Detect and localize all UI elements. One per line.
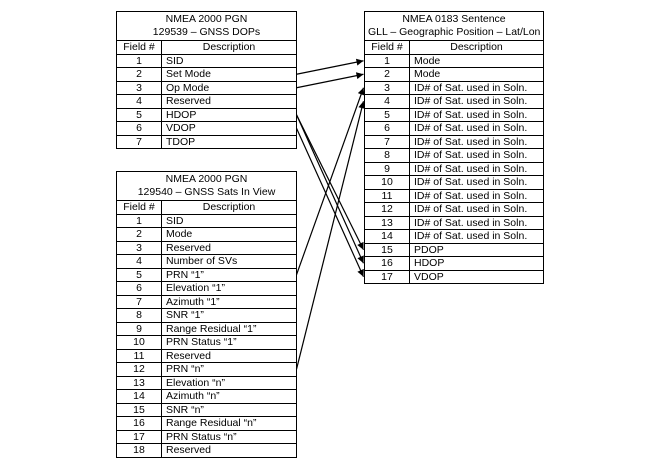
field-description: Op Mode	[162, 81, 297, 95]
table-row	[365, 270, 544, 284]
table-title-line2: 129540 – GNSS Sats In View	[137, 186, 276, 198]
field-description: Elevation “n”	[162, 376, 297, 390]
field-description: ID# of Sat. used in Soln.	[410, 189, 544, 203]
field-description: ID# of Sat. used in Soln.	[410, 216, 544, 230]
table-row	[365, 108, 544, 122]
field-description: Reserved	[162, 95, 297, 109]
table-row	[117, 376, 297, 390]
field-description: ID# of Sat. used in Soln.	[410, 81, 544, 95]
table-title	[365, 12, 544, 41]
field-number: 7	[365, 135, 410, 149]
field-description: SNR “n”	[162, 403, 297, 417]
field-description: Range Residual “1”	[162, 322, 297, 336]
field-number: 9	[365, 162, 410, 176]
table-row	[117, 54, 297, 68]
field-description: Reserved	[162, 241, 297, 255]
field-number: 1	[117, 54, 162, 68]
field-description: ID# of Sat. used in Soln.	[410, 230, 544, 244]
field-description: Azimuth “1”	[162, 295, 297, 309]
field-number: 2	[365, 68, 410, 82]
field-description: Range Residual “n”	[162, 417, 297, 431]
table-row	[117, 241, 297, 255]
table-row	[117, 135, 297, 149]
table-row	[117, 268, 297, 282]
table-row	[365, 95, 544, 109]
table-row	[117, 403, 297, 417]
table-title	[117, 172, 297, 201]
table-row	[365, 68, 544, 82]
mapping-arrow	[297, 115, 364, 264]
field-description: ID# of Sat. used in Soln.	[410, 122, 544, 136]
field-description: PRN “1”	[162, 268, 297, 282]
field-description: ID# of Sat. used in Soln.	[410, 176, 544, 190]
column-header-field: Field #	[117, 41, 162, 55]
field-number: 18	[117, 444, 162, 458]
field-description: Mode	[410, 68, 544, 82]
table-row	[365, 149, 544, 163]
table-row	[117, 430, 297, 444]
table-row	[365, 230, 544, 244]
column-header-description: Description	[162, 201, 297, 215]
mapping-arrow	[297, 128, 364, 277]
mapping-arrow	[297, 74, 364, 88]
field-description: ID# of Sat. used in Soln.	[410, 162, 544, 176]
table-row	[117, 444, 297, 458]
table-row	[365, 203, 544, 217]
field-description: PRN Status “n”	[162, 430, 297, 444]
field-description: VDOP	[410, 270, 544, 284]
field-number: 6	[117, 122, 162, 136]
pgn-129539-table	[116, 11, 297, 149]
field-number: 7	[117, 295, 162, 309]
field-number: 16	[117, 417, 162, 431]
field-number: 11	[117, 349, 162, 363]
field-number: 12	[117, 363, 162, 377]
field-number: 14	[365, 230, 410, 244]
field-number: 10	[365, 176, 410, 190]
field-number: 15	[117, 403, 162, 417]
field-number: 12	[365, 203, 410, 217]
column-header-field: Field #	[117, 201, 162, 215]
table-row	[365, 243, 544, 257]
field-description: VDOP	[162, 122, 297, 136]
table-title-line2: GLL – Geographic Position – Lat/Lon	[368, 26, 541, 38]
field-number: 9	[117, 322, 162, 336]
field-description: HDOP	[410, 257, 544, 271]
table-title-line2: 129539 – GNSS DOPs	[152, 26, 261, 38]
table-row	[365, 122, 544, 136]
table-row	[365, 216, 544, 230]
table-title-line1: NMEA 2000 PGN	[165, 173, 248, 185]
field-number: 4	[117, 255, 162, 269]
field-number: 16	[365, 257, 410, 271]
field-description: ID# of Sat. used in Soln.	[410, 149, 544, 163]
table-row	[117, 390, 297, 404]
field-number: 10	[117, 336, 162, 350]
field-number: 3	[365, 81, 410, 95]
field-description: Number of SVs	[162, 255, 297, 269]
table-row	[117, 417, 297, 431]
mapping-arrow	[297, 88, 364, 275]
mapping-arrow	[297, 61, 364, 75]
field-number: 11	[365, 189, 410, 203]
table-row	[117, 322, 297, 336]
table-row	[117, 282, 297, 296]
field-description: ID# of Sat. used in Soln.	[410, 135, 544, 149]
field-description: ID# of Sat. used in Soln.	[410, 95, 544, 109]
field-number: 1	[365, 54, 410, 68]
field-number: 6	[117, 282, 162, 296]
field-description: PDOP	[410, 243, 544, 257]
table-row	[365, 176, 544, 190]
field-description: SID	[162, 54, 297, 68]
field-number: 4	[117, 95, 162, 109]
table-row	[365, 162, 544, 176]
field-description: PRN Status “1”	[162, 336, 297, 350]
field-description: Reserved	[162, 349, 297, 363]
table-row	[117, 95, 297, 109]
table-row	[365, 81, 544, 95]
mapping-arrow	[297, 115, 364, 250]
nmea0183-gll-table	[364, 11, 544, 284]
field-description: Azimuth “n”	[162, 390, 297, 404]
table-row	[117, 363, 297, 377]
table-row	[117, 336, 297, 350]
field-description: SID	[162, 214, 297, 228]
field-number: 5	[365, 108, 410, 122]
field-description: Mode	[162, 228, 297, 242]
field-number: 3	[117, 241, 162, 255]
field-number: 3	[117, 81, 162, 95]
field-description: TDOP	[162, 135, 297, 149]
table-row	[117, 122, 297, 136]
mapping-arrow	[297, 101, 364, 369]
field-number: 2	[117, 228, 162, 242]
field-number: 1	[117, 214, 162, 228]
field-number: 7	[117, 135, 162, 149]
field-number: 4	[365, 95, 410, 109]
field-description: ID# of Sat. used in Soln.	[410, 203, 544, 217]
field-description: SNR “1”	[162, 309, 297, 323]
column-header-description: Description	[410, 41, 544, 55]
field-description: Reserved	[162, 444, 297, 458]
table-title-line1: NMEA 2000 PGN	[165, 13, 248, 25]
table-row	[117, 68, 297, 82]
field-number: 2	[117, 68, 162, 82]
field-description: Elevation “1”	[162, 282, 297, 296]
table-row	[117, 228, 297, 242]
table-row	[117, 349, 297, 363]
pgn-129540-table	[116, 171, 297, 458]
table-row	[365, 54, 544, 68]
field-number: 8	[117, 309, 162, 323]
column-header-description: Description	[162, 41, 297, 55]
field-number: 5	[117, 268, 162, 282]
field-number: 13	[117, 376, 162, 390]
table-row	[117, 309, 297, 323]
table-row	[365, 189, 544, 203]
field-number: 6	[365, 122, 410, 136]
field-description: Set Mode	[162, 68, 297, 82]
column-header-field: Field #	[365, 41, 410, 55]
table-row	[365, 135, 544, 149]
table-row	[117, 255, 297, 269]
field-number: 17	[365, 270, 410, 284]
field-description: HDOP	[162, 108, 297, 122]
field-number: 8	[365, 149, 410, 163]
field-number: 17	[117, 430, 162, 444]
table-title	[117, 12, 297, 41]
field-number: 14	[117, 390, 162, 404]
table-row	[365, 257, 544, 271]
table-row	[117, 295, 297, 309]
field-description: Mode	[410, 54, 544, 68]
field-description: ID# of Sat. used in Soln.	[410, 108, 544, 122]
table-row	[117, 81, 297, 95]
table-row	[117, 108, 297, 122]
table-row	[117, 214, 297, 228]
table-title-line1: NMEA 0183 Sentence	[402, 13, 506, 25]
field-number: 13	[365, 216, 410, 230]
field-description: PRN “n”	[162, 363, 297, 377]
field-number: 15	[365, 243, 410, 257]
field-number: 5	[117, 108, 162, 122]
